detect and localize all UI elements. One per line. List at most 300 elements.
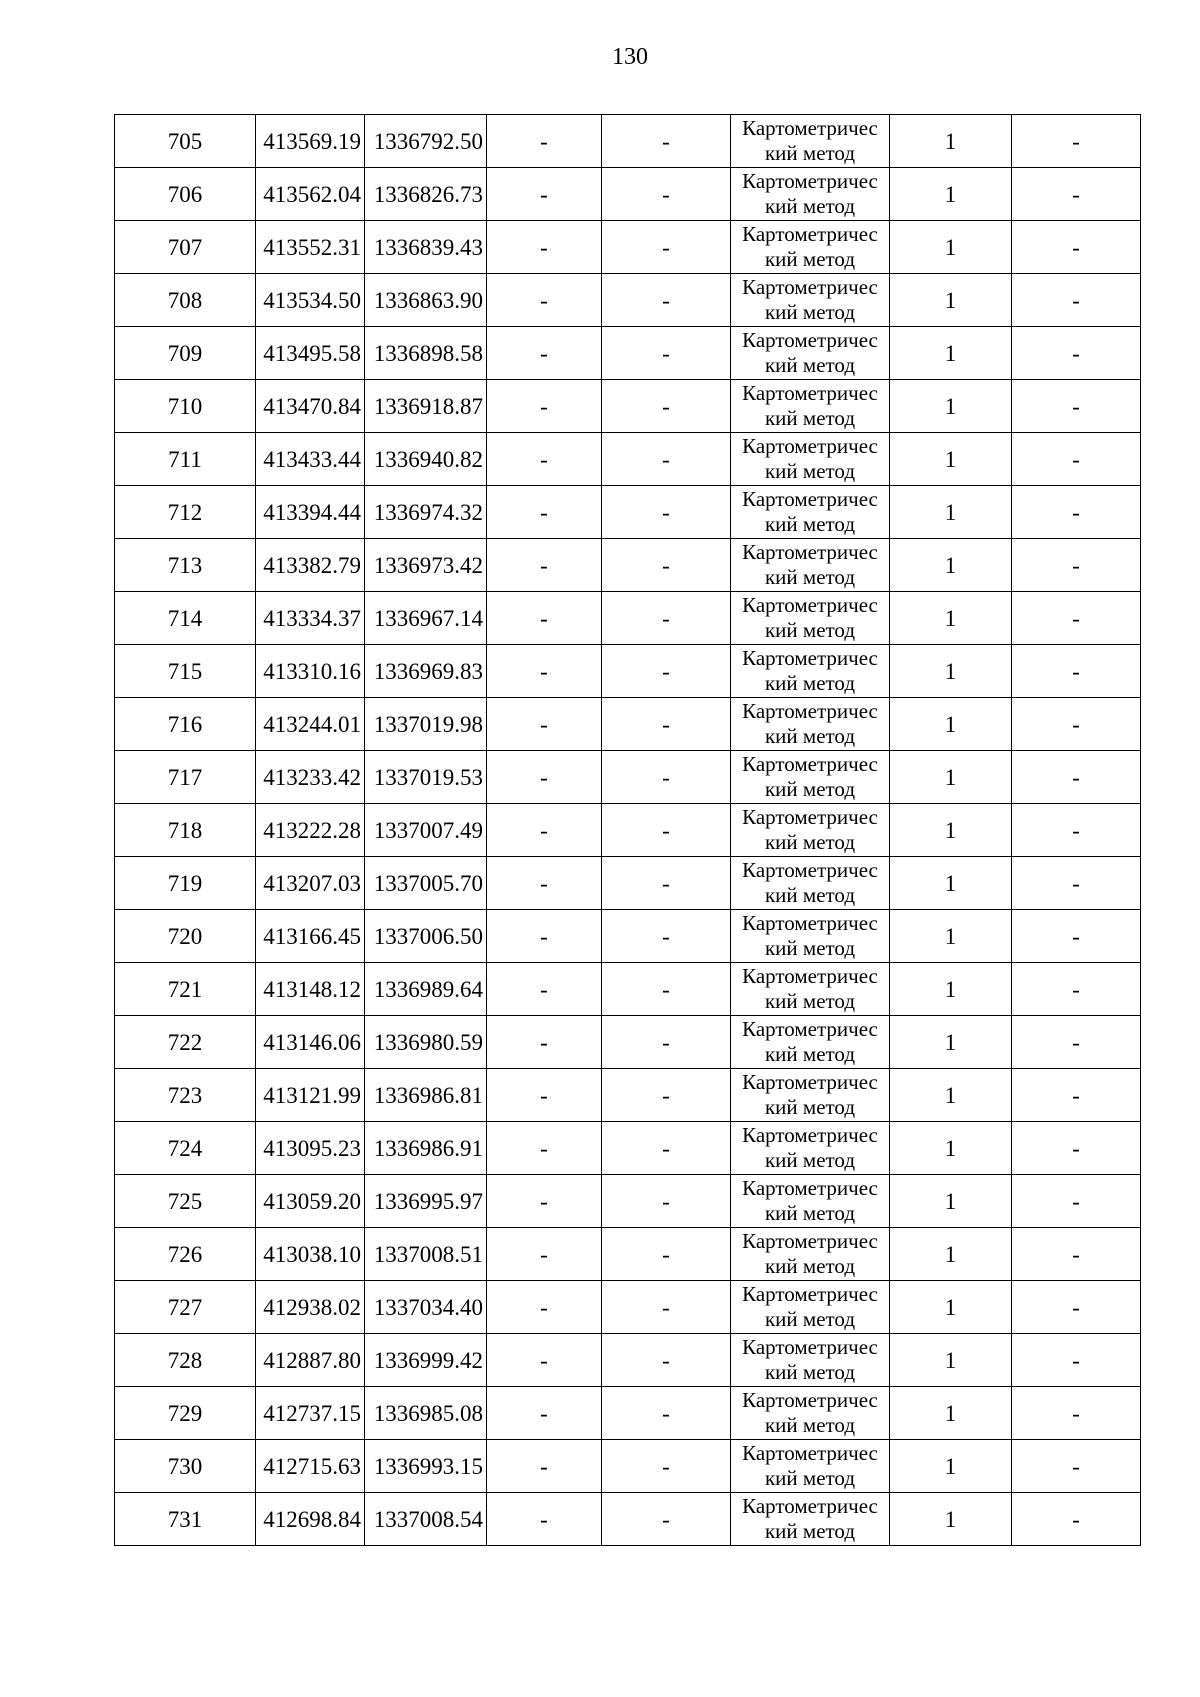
method-cell	[731, 698, 890, 751]
point-number-cell: 709	[115, 327, 256, 380]
method-text-line: кий метод	[764, 777, 856, 801]
method-text-line: Картометричес	[742, 1017, 878, 1041]
y-coordinate-cell: 1336969.83	[365, 645, 487, 698]
x-coordinate-cell: 412887.80	[256, 1334, 365, 1387]
method-cell	[731, 857, 890, 910]
dash-cell: -	[487, 1122, 602, 1175]
accuracy-cell: 1	[890, 804, 1012, 857]
method-text-line: кий метод	[764, 1360, 856, 1384]
method-text-line: Картометричес	[742, 1388, 878, 1412]
method-text-line: кий метод	[764, 724, 856, 748]
method-cell	[731, 274, 890, 327]
y-coordinate-cell: 1336980.59	[365, 1016, 487, 1069]
x-coordinate-cell: 413382.79	[256, 539, 365, 592]
y-coordinate-cell: 1336993.15	[365, 1440, 487, 1493]
method-text-line: кий метод	[764, 406, 856, 430]
accuracy-cell: 1	[890, 539, 1012, 592]
dash-cell: -	[1012, 592, 1141, 645]
method-text-line: кий метод	[764, 989, 856, 1013]
coordinates-table	[114, 114, 1141, 1546]
method-text-line: Картометричес	[742, 964, 878, 988]
table-row	[115, 804, 1141, 857]
method-text-line: Картометричес	[742, 593, 878, 617]
method-text-line: Картометричес	[742, 752, 878, 776]
dash-cell: -	[602, 327, 731, 380]
point-number-cell: 715	[115, 645, 256, 698]
dash-cell: -	[1012, 433, 1141, 486]
y-coordinate-cell: 1336973.42	[365, 539, 487, 592]
method-text-line: Картометричес	[742, 222, 878, 246]
dash-cell: -	[1012, 645, 1141, 698]
dash-cell: -	[487, 592, 602, 645]
dash-cell: -	[1012, 698, 1141, 751]
point-number-cell: 717	[115, 751, 256, 804]
method-text-line: Картометричес	[742, 116, 878, 140]
method-text-line: Картометричес	[742, 169, 878, 193]
dash-cell: -	[1012, 486, 1141, 539]
dash-cell: -	[487, 486, 602, 539]
dash-cell: -	[602, 751, 731, 804]
accuracy-cell: 1	[890, 1122, 1012, 1175]
accuracy-cell: 1	[890, 221, 1012, 274]
dash-cell: -	[1012, 1334, 1141, 1387]
table-row	[115, 1493, 1141, 1546]
accuracy-cell: 1	[890, 380, 1012, 433]
method-text-line: кий метод	[764, 1042, 856, 1066]
method-text-line: кий метод	[764, 1519, 856, 1543]
table-row	[115, 698, 1141, 751]
y-coordinate-cell: 1336986.91	[365, 1122, 487, 1175]
method-text-line: кий метод	[764, 671, 856, 695]
accuracy-cell: 1	[890, 1175, 1012, 1228]
accuracy-cell: 1	[890, 1440, 1012, 1493]
dash-cell: -	[602, 1069, 731, 1122]
y-coordinate-cell: 1337007.49	[365, 804, 487, 857]
accuracy-cell: 1	[890, 592, 1012, 645]
accuracy-cell: 1	[890, 486, 1012, 539]
dash-cell: -	[1012, 910, 1141, 963]
table-row	[115, 274, 1141, 327]
accuracy-cell: 1	[890, 1281, 1012, 1334]
method-cell	[731, 910, 890, 963]
accuracy-cell: 1	[890, 1387, 1012, 1440]
y-coordinate-cell: 1336974.32	[365, 486, 487, 539]
dash-cell: -	[1012, 1069, 1141, 1122]
dash-cell: -	[487, 1334, 602, 1387]
method-cell	[731, 1122, 890, 1175]
dash-cell: -	[1012, 380, 1141, 433]
method-cell	[731, 1069, 890, 1122]
table-row	[115, 1122, 1141, 1175]
y-coordinate-cell: 1336999.42	[365, 1334, 487, 1387]
x-coordinate-cell: 412715.63	[256, 1440, 365, 1493]
method-cell	[731, 115, 890, 168]
dash-cell: -	[602, 1016, 731, 1069]
dash-cell: -	[1012, 751, 1141, 804]
point-number-cell: 730	[115, 1440, 256, 1493]
point-number-cell: 720	[115, 910, 256, 963]
table-row	[115, 327, 1141, 380]
dash-cell: -	[1012, 168, 1141, 221]
y-coordinate-cell: 1337006.50	[365, 910, 487, 963]
point-number-cell: 713	[115, 539, 256, 592]
accuracy-cell: 1	[890, 1493, 1012, 1546]
y-coordinate-cell: 1336839.43	[365, 221, 487, 274]
method-text-line: Картометричес	[742, 487, 878, 511]
method-cell	[731, 1334, 890, 1387]
table-body	[115, 115, 1141, 1546]
method-text-line: Картометричес	[742, 699, 878, 723]
y-coordinate-cell: 1337019.53	[365, 751, 487, 804]
point-number-cell: 707	[115, 221, 256, 274]
x-coordinate-cell: 413495.58	[256, 327, 365, 380]
dash-cell: -	[602, 910, 731, 963]
y-coordinate-cell: 1336826.73	[365, 168, 487, 221]
dash-cell: -	[602, 698, 731, 751]
table-row	[115, 910, 1141, 963]
table-row	[115, 1175, 1141, 1228]
dash-cell: -	[602, 221, 731, 274]
method-text-line: Картометричес	[742, 911, 878, 935]
x-coordinate-cell: 413121.99	[256, 1069, 365, 1122]
dash-cell: -	[487, 168, 602, 221]
x-coordinate-cell: 413334.37	[256, 592, 365, 645]
accuracy-cell: 1	[890, 433, 1012, 486]
dash-cell: -	[602, 1387, 731, 1440]
method-cell	[731, 751, 890, 804]
dash-cell: -	[487, 221, 602, 274]
method-text-line: Картометричес	[742, 381, 878, 405]
method-text-line: Картометричес	[742, 1123, 878, 1147]
method-text-line: кий метод	[764, 459, 856, 483]
table-row	[115, 380, 1141, 433]
method-cell	[731, 645, 890, 698]
table-row	[115, 433, 1141, 486]
x-coordinate-cell: 412938.02	[256, 1281, 365, 1334]
method-text-line: Картометричес	[742, 1176, 878, 1200]
dash-cell: -	[487, 433, 602, 486]
method-text-line: кий метод	[764, 300, 856, 324]
point-number-cell: 708	[115, 274, 256, 327]
accuracy-cell: 1	[890, 963, 1012, 1016]
y-coordinate-cell: 1337008.54	[365, 1493, 487, 1546]
method-text-line: Картометричес	[742, 275, 878, 299]
y-coordinate-cell: 1336940.82	[365, 433, 487, 486]
method-text-line: Картометричес	[742, 1282, 878, 1306]
x-coordinate-cell: 413207.03	[256, 857, 365, 910]
method-text-line: Картометричес	[742, 434, 878, 458]
dash-cell: -	[602, 539, 731, 592]
dash-cell: -	[487, 910, 602, 963]
dash-cell: -	[602, 592, 731, 645]
table-row	[115, 1016, 1141, 1069]
y-coordinate-cell: 1336918.87	[365, 380, 487, 433]
point-number-cell: 714	[115, 592, 256, 645]
accuracy-cell: 1	[890, 1334, 1012, 1387]
dash-cell: -	[487, 698, 602, 751]
dash-cell: -	[602, 857, 731, 910]
x-coordinate-cell: 413166.45	[256, 910, 365, 963]
method-cell	[731, 1387, 890, 1440]
dash-cell: -	[487, 539, 602, 592]
method-text-line: Картометричес	[742, 1494, 878, 1518]
table-row	[115, 221, 1141, 274]
dash-cell: -	[602, 1281, 731, 1334]
dash-cell: -	[487, 1016, 602, 1069]
point-number-cell: 725	[115, 1175, 256, 1228]
dash-cell: -	[1012, 327, 1141, 380]
method-cell	[731, 221, 890, 274]
method-cell	[731, 963, 890, 1016]
dash-cell: -	[487, 1069, 602, 1122]
dash-cell: -	[487, 1387, 602, 1440]
dash-cell: -	[1012, 1440, 1141, 1493]
method-text-line: кий метод	[764, 1307, 856, 1331]
point-number-cell: 726	[115, 1228, 256, 1281]
dash-cell: -	[1012, 539, 1141, 592]
x-coordinate-cell: 413433.44	[256, 433, 365, 486]
method-cell	[731, 380, 890, 433]
table-row	[115, 857, 1141, 910]
method-cell	[731, 592, 890, 645]
table-row	[115, 486, 1141, 539]
x-coordinate-cell: 413552.31	[256, 221, 365, 274]
x-coordinate-cell: 412737.15	[256, 1387, 365, 1440]
dash-cell: -	[487, 857, 602, 910]
dash-cell: -	[1012, 1281, 1141, 1334]
dash-cell: -	[1012, 1228, 1141, 1281]
point-number-cell: 716	[115, 698, 256, 751]
table-row	[115, 1440, 1141, 1493]
dash-cell: -	[1012, 804, 1141, 857]
method-text-line: кий метод	[764, 247, 856, 271]
dash-cell: -	[1012, 221, 1141, 274]
accuracy-cell: 1	[890, 1016, 1012, 1069]
table-row	[115, 592, 1141, 645]
point-number-cell: 723	[115, 1069, 256, 1122]
method-cell	[731, 1493, 890, 1546]
dash-cell: -	[1012, 115, 1141, 168]
x-coordinate-cell: 413222.28	[256, 804, 365, 857]
x-coordinate-cell: 413562.04	[256, 168, 365, 221]
point-number-cell: 731	[115, 1493, 256, 1546]
accuracy-cell: 1	[890, 1069, 1012, 1122]
dash-cell: -	[602, 1493, 731, 1546]
accuracy-cell: 1	[890, 327, 1012, 380]
accuracy-cell: 1	[890, 751, 1012, 804]
dash-cell: -	[487, 327, 602, 380]
method-cell	[731, 804, 890, 857]
dash-cell: -	[602, 1228, 731, 1281]
y-coordinate-cell: 1337008.51	[365, 1228, 487, 1281]
table-row	[115, 168, 1141, 221]
method-text-line: Картометричес	[742, 1441, 878, 1465]
dash-cell: -	[602, 115, 731, 168]
table-row	[115, 539, 1141, 592]
accuracy-cell: 1	[890, 645, 1012, 698]
method-cell	[731, 1228, 890, 1281]
table-row	[115, 751, 1141, 804]
method-cell	[731, 327, 890, 380]
point-number-cell: 724	[115, 1122, 256, 1175]
dash-cell: -	[1012, 857, 1141, 910]
x-coordinate-cell: 413310.16	[256, 645, 365, 698]
y-coordinate-cell: 1336898.58	[365, 327, 487, 380]
x-coordinate-cell: 413233.42	[256, 751, 365, 804]
method-cell	[731, 1440, 890, 1493]
method-text-line: кий метод	[764, 1466, 856, 1490]
point-number-cell: 728	[115, 1334, 256, 1387]
accuracy-cell: 1	[890, 274, 1012, 327]
method-text-line: кий метод	[764, 830, 856, 854]
x-coordinate-cell: 413394.44	[256, 486, 365, 539]
dash-cell: -	[602, 963, 731, 1016]
accuracy-cell: 1	[890, 115, 1012, 168]
y-coordinate-cell: 1336986.81	[365, 1069, 487, 1122]
point-number-cell: 705	[115, 115, 256, 168]
point-number-cell: 718	[115, 804, 256, 857]
x-coordinate-cell: 413059.20	[256, 1175, 365, 1228]
point-number-cell: 710	[115, 380, 256, 433]
dash-cell: -	[602, 168, 731, 221]
table-row	[115, 1069, 1141, 1122]
point-number-cell: 727	[115, 1281, 256, 1334]
table-row	[115, 645, 1141, 698]
y-coordinate-cell: 1336989.64	[365, 963, 487, 1016]
point-number-cell: 719	[115, 857, 256, 910]
x-coordinate-cell: 413569.19	[256, 115, 365, 168]
dash-cell: -	[1012, 1493, 1141, 1546]
dash-cell: -	[602, 380, 731, 433]
method-text-line: кий метод	[764, 1254, 856, 1278]
x-coordinate-cell: 413038.10	[256, 1228, 365, 1281]
dash-cell: -	[487, 804, 602, 857]
method-text-line: кий метод	[764, 1148, 856, 1172]
accuracy-cell: 1	[890, 910, 1012, 963]
dash-cell: -	[487, 645, 602, 698]
dash-cell: -	[487, 1175, 602, 1228]
point-number-cell: 712	[115, 486, 256, 539]
dash-cell: -	[602, 274, 731, 327]
dash-cell: -	[487, 1493, 602, 1546]
y-coordinate-cell: 1336863.90	[365, 274, 487, 327]
dash-cell: -	[487, 380, 602, 433]
method-text-line: кий метод	[764, 512, 856, 536]
accuracy-cell: 1	[890, 698, 1012, 751]
dash-cell: -	[602, 1440, 731, 1493]
y-coordinate-cell: 1336985.08	[365, 1387, 487, 1440]
method-cell	[731, 1016, 890, 1069]
method-cell	[731, 433, 890, 486]
dash-cell: -	[487, 274, 602, 327]
table-row	[115, 1228, 1141, 1281]
method-text-line: Картометричес	[742, 1070, 878, 1094]
dash-cell: -	[1012, 1387, 1141, 1440]
accuracy-cell: 1	[890, 857, 1012, 910]
method-text-line: кий метод	[764, 883, 856, 907]
method-text-line: Картометричес	[742, 858, 878, 882]
dash-cell: -	[487, 1440, 602, 1493]
x-coordinate-cell: 413095.23	[256, 1122, 365, 1175]
dash-cell: -	[602, 433, 731, 486]
dash-cell: -	[1012, 274, 1141, 327]
method-text-line: кий метод	[764, 1413, 856, 1437]
dash-cell: -	[487, 115, 602, 168]
y-coordinate-cell: 1337034.40	[365, 1281, 487, 1334]
y-coordinate-cell: 1336995.97	[365, 1175, 487, 1228]
dash-cell: -	[1012, 1016, 1141, 1069]
table-row	[115, 1334, 1141, 1387]
dash-cell: -	[602, 1175, 731, 1228]
method-text-line: кий метод	[764, 1201, 856, 1225]
method-text-line: кий метод	[764, 194, 856, 218]
point-number-cell: 721	[115, 963, 256, 1016]
x-coordinate-cell: 413470.84	[256, 380, 365, 433]
method-text-line: кий метод	[764, 141, 856, 165]
x-coordinate-cell: 412698.84	[256, 1493, 365, 1546]
point-number-cell: 706	[115, 168, 256, 221]
method-text-line: кий метод	[764, 565, 856, 589]
x-coordinate-cell: 413244.01	[256, 698, 365, 751]
point-number-cell: 711	[115, 433, 256, 486]
dash-cell: -	[1012, 1175, 1141, 1228]
dash-cell: -	[487, 963, 602, 1016]
method-text-line: Картометричес	[742, 805, 878, 829]
point-number-cell: 722	[115, 1016, 256, 1069]
method-cell	[731, 168, 890, 221]
y-coordinate-cell: 1336792.50	[365, 115, 487, 168]
dash-cell: -	[1012, 963, 1141, 1016]
dash-cell: -	[1012, 1122, 1141, 1175]
y-coordinate-cell: 1337019.98	[365, 698, 487, 751]
dash-cell: -	[602, 804, 731, 857]
y-coordinate-cell: 1337005.70	[365, 857, 487, 910]
table-row	[115, 1387, 1141, 1440]
method-text-line: кий метод	[764, 936, 856, 960]
method-cell	[731, 1281, 890, 1334]
method-text-line: кий метод	[764, 353, 856, 377]
dash-cell: -	[602, 1334, 731, 1387]
dash-cell: -	[487, 1281, 602, 1334]
dash-cell: -	[602, 1122, 731, 1175]
accuracy-cell: 1	[890, 1228, 1012, 1281]
method-text-line: кий метод	[764, 618, 856, 642]
method-text-line: Картометричес	[742, 1335, 878, 1359]
y-coordinate-cell: 1336967.14	[365, 592, 487, 645]
dash-cell: -	[602, 486, 731, 539]
table-row	[115, 1281, 1141, 1334]
x-coordinate-cell: 413148.12	[256, 963, 365, 1016]
table-row	[115, 963, 1141, 1016]
method-text-line: Картометричес	[742, 540, 878, 564]
accuracy-cell: 1	[890, 168, 1012, 221]
x-coordinate-cell: 413534.50	[256, 274, 365, 327]
dash-cell: -	[487, 1228, 602, 1281]
dash-cell: -	[602, 645, 731, 698]
method-cell	[731, 486, 890, 539]
point-number-cell: 729	[115, 1387, 256, 1440]
page-number: 130	[612, 44, 648, 70]
x-coordinate-cell: 413146.06	[256, 1016, 365, 1069]
dash-cell: -	[487, 751, 602, 804]
method-text-line: Картометричес	[742, 646, 878, 670]
method-text-line: Картометричес	[742, 1229, 878, 1253]
method-text-line: Картометричес	[742, 328, 878, 352]
table-row	[115, 115, 1141, 168]
method-text-line: кий метод	[764, 1095, 856, 1119]
method-cell	[731, 1175, 890, 1228]
method-cell	[731, 539, 890, 592]
